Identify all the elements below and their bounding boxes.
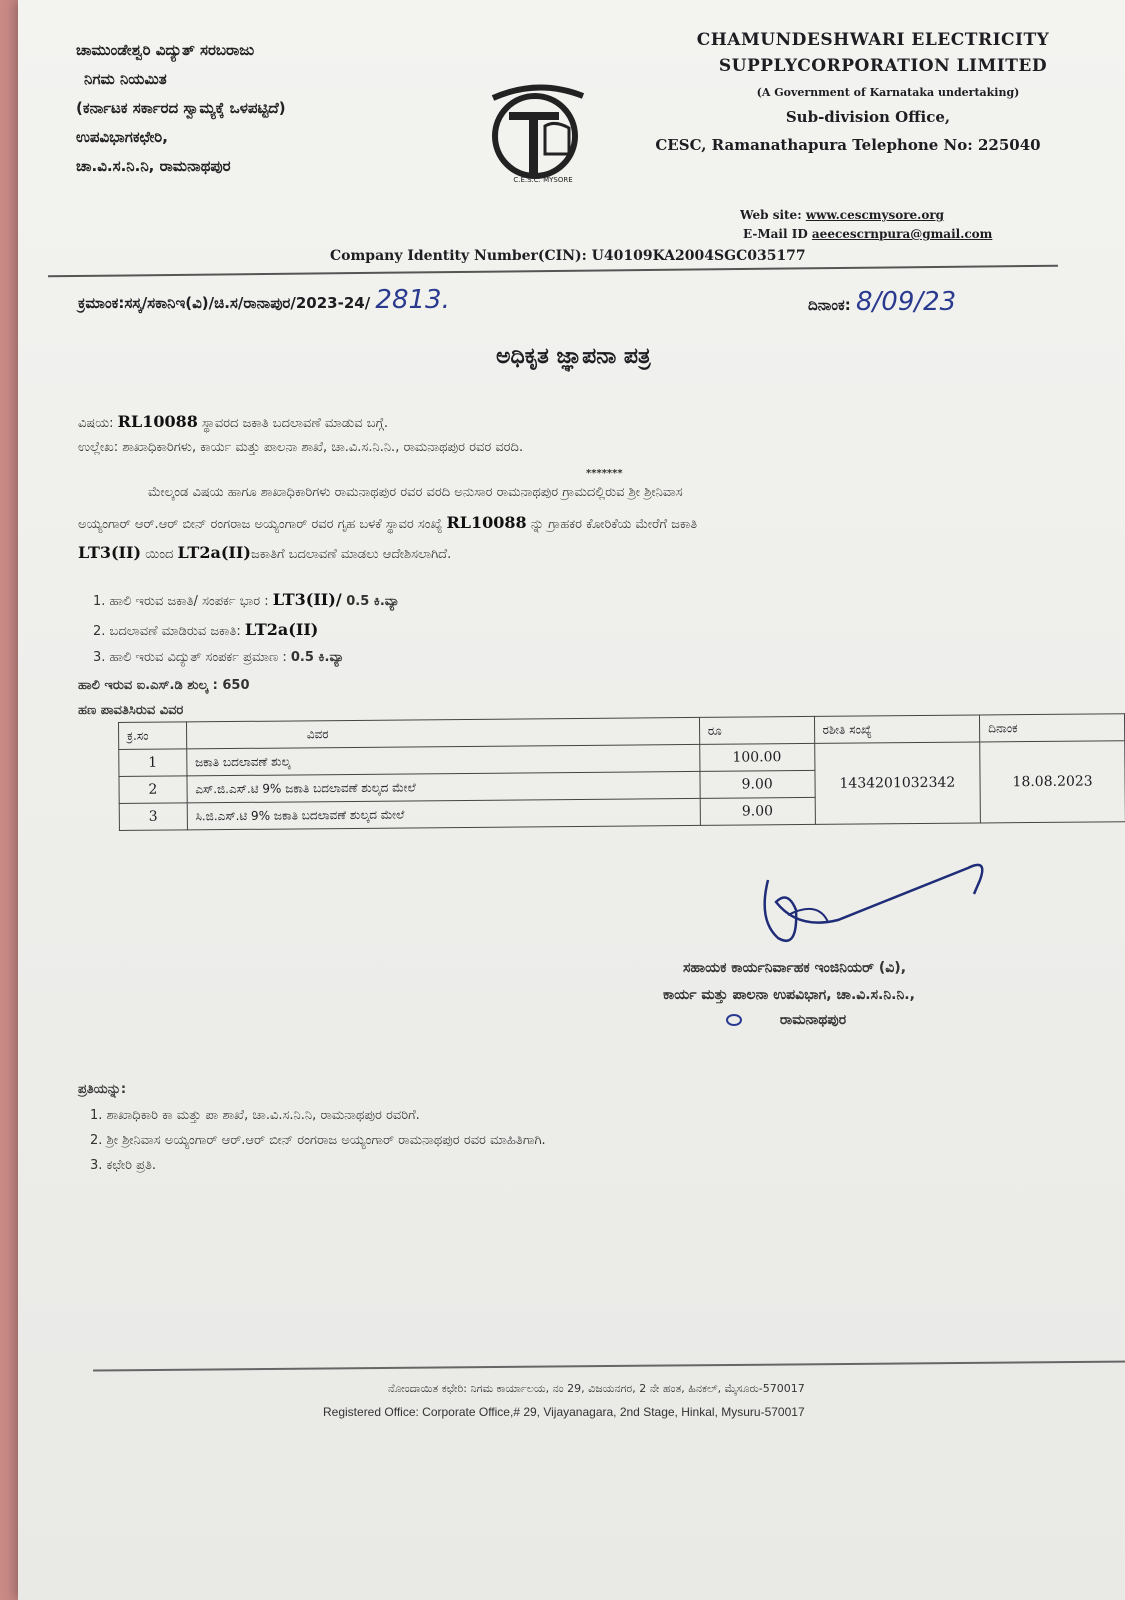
- copy-item: 3. ಕಛೇರಿ ಪ್ರತಿ.: [90, 1158, 157, 1173]
- subject-account: RL10088: [117, 412, 198, 431]
- body-line-2: [78, 513, 697, 532]
- row-desc: ಸಿ.ಜಿ.ಎಸ್.ಟಿ 9% ಜಕಾತಿ ಬದಲಾವಣೆ ಶುಲ್ಕದ ಮೇಲೆ: [187, 798, 700, 829]
- deposit-value: 650: [222, 678, 250, 693]
- subject-text: ಸ್ಥಾವರದ ಜಕಾತಿ ಬದಲಾವಣೆ ಮಾಡುವ ಬಗ್ಗೆ.: [197, 416, 389, 431]
- company-name-line2: SUPPLYCORPORATION LIMITED: [718, 56, 1048, 76]
- col-header: ಕ್ರ.ಸಂ: [119, 722, 187, 750]
- header-divider: [48, 265, 1058, 278]
- row-desc: ಎಸ್.ಜಿ.ಎಸ್.ಟಿ 9% ಜಕಾತಿ ಬದಲಾವಣೆ ಶುಲ್ಕದ ಮೇಲೆ: [187, 771, 700, 802]
- body-text: ನ್ನು ಗ್ರಾಹಕರ ಕೋರಿಕೆಯ ಮೇರೆಗೆ ಜಕಾತಿ: [526, 517, 698, 532]
- reference-handwritten-number: 2813.: [375, 285, 450, 315]
- date-label: ದಿನಾಂಕ:: [808, 296, 851, 314]
- header-kn-line: (ಕರ್ನಾಟಕ ಸರ್ಕಾರದ ಸ್ವಾಮ್ಯಕ್ಕೆ ಒಳಪಟ್ಟಿದೆ): [76, 99, 286, 117]
- row-sl: 1: [119, 749, 187, 777]
- subject-line: [78, 412, 388, 431]
- document-title: ಅಧಿಕೃತ ಜ್ಞಾಪನಾ ಪತ್ರ: [496, 344, 651, 369]
- header-kn-line: ಚಾಮುಂಡೇಶ್ವರಿ ವಿದ್ಯುತ್ ಸರಬರಾಜು: [76, 41, 255, 59]
- detail-suffix: 0.5 ಕಿ.ವ್ಯಾ: [290, 650, 345, 665]
- body-line-1: ಮೇಲ್ಕಂಡ ವಿಷಯ ಹಾಗೂ ಶಾಖಾಧಿಕಾರಿಗಳು ರಾಮನಾಥಪುರ ರವರ ವರದಿ ಅನುಸಾರ ರಾಮನಾಥಪುರ ಗ್ರಾಮದಲ್ಲಿರುವ ಶ್ರೀ ಶ್ರೀನಿವಾಸ: [148, 485, 683, 500]
- col-header: ವಿವರ: [186, 717, 699, 748]
- tariff-from: LT3(II): [78, 543, 142, 562]
- footer-divider: [93, 1360, 1125, 1371]
- detail-value: LT2a(II): [244, 620, 319, 639]
- detail-item: [93, 620, 318, 639]
- detail-label: 3. ಹಾಲಿ ಇರುವ ವಿದ್ಯುತ್ ಸಂಪರ್ಕ ಪ್ರಮಾಣ :: [93, 650, 291, 665]
- col-header: ದಿನಾಂಕ: [980, 714, 1125, 742]
- reference-number: [78, 285, 450, 315]
- date-field: [808, 287, 956, 317]
- tariff-to: LT2a(II): [177, 543, 251, 562]
- website-label: Web site:: [740, 208, 806, 222]
- signatory-office: ಕಾರ್ಯ ಮತ್ತು ಪಾಲನಾ ಉಪವಿಭಾಗ, ಚಾ.ವಿ.ಸ.ನಿ.ನಿ.,: [663, 987, 915, 1003]
- payment-table: [118, 713, 1125, 831]
- subject-label: ವಿಷಯ:: [78, 416, 118, 431]
- row-sl: 3: [119, 803, 187, 831]
- detail-label: 2. ಬದಲಾವಣೆ ಮಾಡಿರುವ ಜಕಾತಿ:: [93, 624, 245, 639]
- footer-english: Registered Office: Corporate Office,# 29, Vijayanagara, 2nd Stage, Hinkal, Mysuru-570017: [323, 1405, 805, 1419]
- location-phone: CESC, Ramanathapura Telephone No: 225040: [655, 136, 1041, 154]
- col-header: ರೂ: [699, 716, 814, 744]
- deposit-line: [78, 678, 250, 693]
- copies-heading: ಪ್ರತಿಯನ್ನು:: [78, 1082, 127, 1097]
- payment-heading: ಹಣ ಪಾವತಿಸಿರುವ ವಿವರ: [78, 703, 184, 718]
- cesc-logo: [473, 78, 603, 188]
- row-amount: 9.00: [700, 797, 815, 825]
- detail-suffix: 0.5 ಕಿ.ವ್ಯಾ: [341, 594, 400, 609]
- signatory-place-text: ರಾಮನಾಥಪುರ: [779, 1012, 847, 1028]
- cin-line: Company Identity Number(CIN): U40109KA2004SGC035177: [330, 248, 806, 264]
- company-name-line1: CHAMUNDESHWARI ELECTRICITY: [696, 30, 1050, 50]
- body-text: ಜಕಾತಿಗೆ ಬದಲಾವಣೆ ಮಾಡಲು ಆದೇಶಿಸಲಾಗಿದೆ.: [250, 547, 452, 562]
- body-account: RL10088: [446, 513, 527, 532]
- header-english-block: [618, 30, 1078, 154]
- reference-label: ಕ್ರಮಾಂಕ:ಸಸ್ಕ/ಸಕಾನಿಇ(ವಿ)/ಚಿ.ಸ/ರಾನಾಪುರ/2023-24/: [78, 294, 371, 312]
- website-link[interactable]: www.cescmysore.org: [805, 208, 945, 222]
- body-text: ಅಯ್ಯಂಗಾರ್ ಆರ್.ಆರ್ ಬೀನ್ ರಂಗರಾಜ ಅಯ್ಯಂಗಾರ್ ರವರ ಗೃಹ ಬಳಕೆ ಸ್ಥಾವರ ಸಂಖ್ಯೆ: [78, 517, 447, 532]
- email-link[interactable]: aeecescrnpura@gmail.com: [811, 227, 993, 241]
- office-name: Sub-division Office,: [785, 108, 951, 126]
- email-line: [743, 227, 992, 241]
- col-header: ರಶೀತಿ ಸಂಖ್ಯೆ: [814, 715, 980, 743]
- copy-item: 1. ಶಾಖಾಧಿಕಾರಿ ಕಾ ಮತ್ತು ಪಾ ಶಾಖೆ, ಚಾ.ವಿ.ಸ.ನಿ.ನಿ, ರಾಮನಾಥಪುರ ರವರಿಗೆ.: [90, 1108, 420, 1123]
- reference-line: ಉಲ್ಲೇಖ: ಶಾಖಾಧಿಕಾರಿಗಳು, ಕಾರ್ಯ ಮತ್ತು ಪಾಲನಾ ಶಾಖೆ, ಚಾ.ವಿ.ಸ.ನಿ.ನಿ., ರಾಮನಾಥಪುರ ರವರ ವರದಿ.: [78, 440, 524, 455]
- separator: *******: [586, 468, 623, 479]
- detail-value: LT3(II)/: [272, 590, 342, 609]
- logo-text: C.E.S.C. MYSORE: [513, 176, 573, 184]
- body-line-3: [78, 543, 451, 562]
- detail-item: [93, 590, 400, 609]
- ink-mark: [723, 1012, 745, 1028]
- receipt-date: 18.08.2023: [980, 741, 1125, 823]
- copy-item: 2. ಶ್ರೀ ಶ್ರೀನಿವಾಸ ಅಯ್ಯಂಗಾರ್ ಆರ್.ಆರ್ ಬೀನ್ ರಂಗರಾಜ ಅಯ್ಯಂಗಾರ್ ರಾಮನಾಥಪುರ ರವರ ಮಾಹಿತಿಗಾಗಿ.: [90, 1133, 546, 1148]
- date-handwritten: 8/09/23: [855, 287, 957, 317]
- row-amount: 100.00: [699, 743, 814, 771]
- govt-note: (A Government of Karnataka undertaking): [756, 86, 1020, 99]
- detail-item: [93, 650, 344, 665]
- footer-kannada: ನೋಂದಾಯಿತ ಕಛೇರಿ: ನಿಗಮ ಕಾರ್ಯಾಲಯ, ನಂ 29, ವಿಜಯನಗರ, 2 ನೇ ಹಂತ, ಹಿನಕಲ್, ಮೈಸೂರು-570017: [388, 1382, 805, 1395]
- row-desc: ಜಕಾತಿ ಬದಲಾವಣೆ ಶುಲ್ಕ: [186, 744, 699, 775]
- website-line: [740, 208, 944, 222]
- signatory-designation: ಸಹಾಯಕ ಕಾರ್ಯನಿರ್ವಾಹಕ ಇಂಜಿನಿಯರ್ (ವಿ),: [683, 960, 907, 976]
- header-kannada-block: [76, 36, 286, 181]
- body-text: ಯಿಂದ: [141, 547, 178, 562]
- email-label: E-Mail ID: [743, 227, 812, 241]
- header-kn-line: ನಿಗಮ ನಿಯಮಿತ: [84, 70, 167, 88]
- detail-label: 1. ಹಾಲಿ ಇರುವ ಜಕಾತಿ/ ಸಂಪರ್ಕ ಭಾರ :: [93, 594, 273, 609]
- handwritten-signature: [758, 860, 1018, 960]
- letter-page: [18, 0, 1125, 1600]
- row-sl: 2: [119, 776, 187, 804]
- deposit-label: ಹಾಲಿ ಇರುವ ಐ.ಎಸ್.ಡಿ ಶುಲ್ಕ :: [78, 678, 223, 693]
- signatory-place: [723, 1012, 846, 1028]
- row-amount: 9.00: [700, 770, 815, 798]
- header-kn-line: ಚಾ.ವಿ.ಸ.ನಿ.ನಿ, ರಾಮನಾಥಪುರ: [76, 157, 231, 175]
- header-kn-line: ಉಪವಿಭಾಗಕಛೇರಿ,: [76, 128, 168, 146]
- receipt-number: 1434201032342: [814, 742, 980, 824]
